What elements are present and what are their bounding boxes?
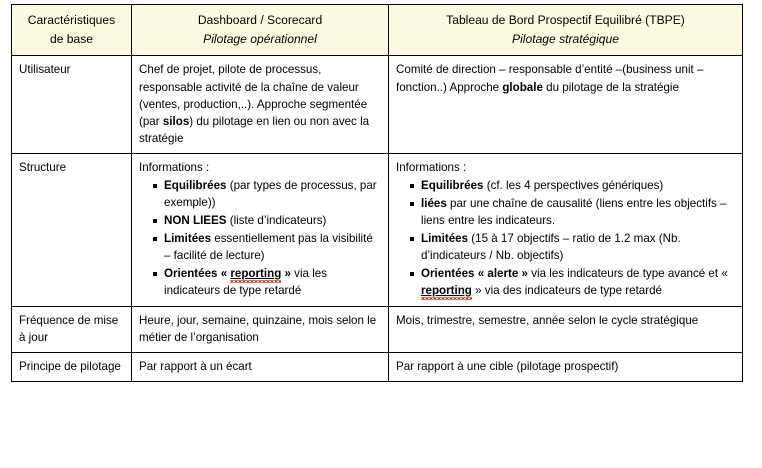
text-fragment: (cf. les 4 perspectives génériques) — [483, 178, 664, 192]
table-body — [12, 5, 743, 382]
bullet-item — [153, 265, 381, 299]
text-fragment: par une chaîne de causalité (liens entre les objectifs – liens entre les indicateurs. — [421, 196, 727, 227]
text-fragment: NON LIEES — [164, 213, 227, 227]
text-fragment: Par rapport à une cible (pilotage prospectif) — [396, 359, 619, 373]
cell-principe-dashboard — [132, 352, 389, 381]
text-fragment: Chef de projet, pilote de processus, responsable activité de la chaîne de valeur (ventes, production,..). Approche segmentée (par — [139, 63, 368, 128]
text-fragment: reporting — [230, 266, 282, 280]
text-fragment: ) du pilotage en lien ou non avec la stratégie — [139, 114, 370, 145]
cell-structure-dashboard — [132, 153, 389, 306]
bullet-item — [410, 177, 735, 194]
cell-paragraph — [396, 61, 735, 95]
row-label-principe: Principe de pilotage — [12, 352, 132, 381]
text-fragment: Comité de direction – responsable d’entité –(business unit – fonction..) Approche — [396, 63, 704, 94]
table-row-principe — [12, 352, 743, 381]
header-characteristics-line1: Caractéristiques — [27, 13, 116, 27]
text-fragment: Equilibrées — [421, 178, 484, 192]
text-fragment: (par types de processus, par exemple)) — [164, 178, 377, 209]
cell-frequence-dashboard — [132, 306, 389, 352]
text-fragment: du pilotage de la stratégie — [542, 80, 679, 94]
cell-paragraph — [396, 358, 735, 375]
text-fragment: via les indicateurs de type retardé — [164, 266, 328, 297]
comparison-table — [11, 4, 743, 382]
bullet-item — [410, 265, 735, 299]
header-cell-tbpe — [389, 5, 743, 56]
cell-structure-tbpe — [389, 153, 743, 306]
header-tbpe-line1: Tableau de Bord Prospectif Equilibré (TBPE) — [446, 13, 685, 27]
text-fragment: Orientées « alerte » — [421, 266, 528, 280]
text-fragment: via les indicateurs de type avancé et « — [527, 266, 728, 280]
header-dashboard-line1: Dashboard / Scorecard — [197, 13, 323, 27]
header-tbpe-line2: Pilotage stratégique — [512, 31, 619, 46]
cell-paragraph — [139, 312, 381, 346]
text-fragment: » via des indicateurs de type retardé — [471, 283, 663, 297]
header-characteristics-line2: de base — [49, 31, 94, 46]
cell-frequence-tbpe — [389, 306, 743, 352]
bullet-item — [410, 230, 735, 264]
header-cell-characteristics — [12, 5, 132, 56]
bullet-item — [153, 212, 381, 229]
text-fragment: Par rapport à un écart — [139, 359, 252, 373]
text-fragment: silos — [162, 114, 190, 128]
cell-intro-label: Informations : — [396, 160, 467, 174]
text-fragment: Limitées — [421, 231, 469, 245]
row-label-utilisateur: Utilisateur — [12, 56, 132, 153]
bullet-list — [139, 177, 381, 299]
text-fragment: globale — [502, 80, 543, 94]
text-fragment: Equilibrées — [164, 178, 227, 192]
text-fragment: Limitées — [164, 231, 212, 245]
header-cell-dashboard — [132, 5, 389, 56]
cell-paragraph — [396, 312, 735, 329]
row-label-frequence: Fréquence de mise à jour — [12, 306, 132, 352]
text-fragment: (liste d’indicateurs) — [226, 213, 327, 227]
cell-utilisateur-tbpe — [389, 56, 743, 153]
cell-paragraph — [139, 61, 381, 146]
text-fragment: essentiellement pas la visibilité – facilité de lecture) — [164, 231, 373, 262]
bullet-item — [153, 230, 381, 264]
text-fragment: » — [281, 266, 291, 280]
row-label-structure: Structure — [12, 153, 132, 306]
text-fragment: Orientées « — [164, 266, 231, 280]
text-fragment: liées — [421, 196, 447, 210]
bullet-item — [410, 195, 735, 229]
table-header-row — [12, 5, 743, 56]
cell-principe-tbpe — [389, 352, 743, 381]
header-dashboard-line2: Pilotage opérationnel — [203, 31, 317, 46]
table-row-utilisateur — [12, 56, 743, 153]
table-row-structure — [12, 153, 743, 306]
text-fragment: Mois, trimestre, semestre, année selon le cycle stratégique — [396, 313, 699, 327]
text-fragment: Heure, jour, semaine, quinzaine, mois selon le métier de l’organisation — [139, 313, 377, 344]
bullet-list — [396, 177, 735, 299]
cell-intro-label: Informations : — [139, 160, 210, 174]
cell-paragraph — [139, 358, 381, 375]
table-row-frequence — [12, 306, 743, 352]
cell-utilisateur-dashboard — [132, 56, 389, 153]
text-fragment: reporting — [421, 283, 472, 297]
text-fragment: (15 à 17 objectifs – ratio de 1.2 max (Nb. d’indicateurs / Nb. objectifs) — [421, 231, 681, 262]
bullet-item — [153, 177, 381, 211]
